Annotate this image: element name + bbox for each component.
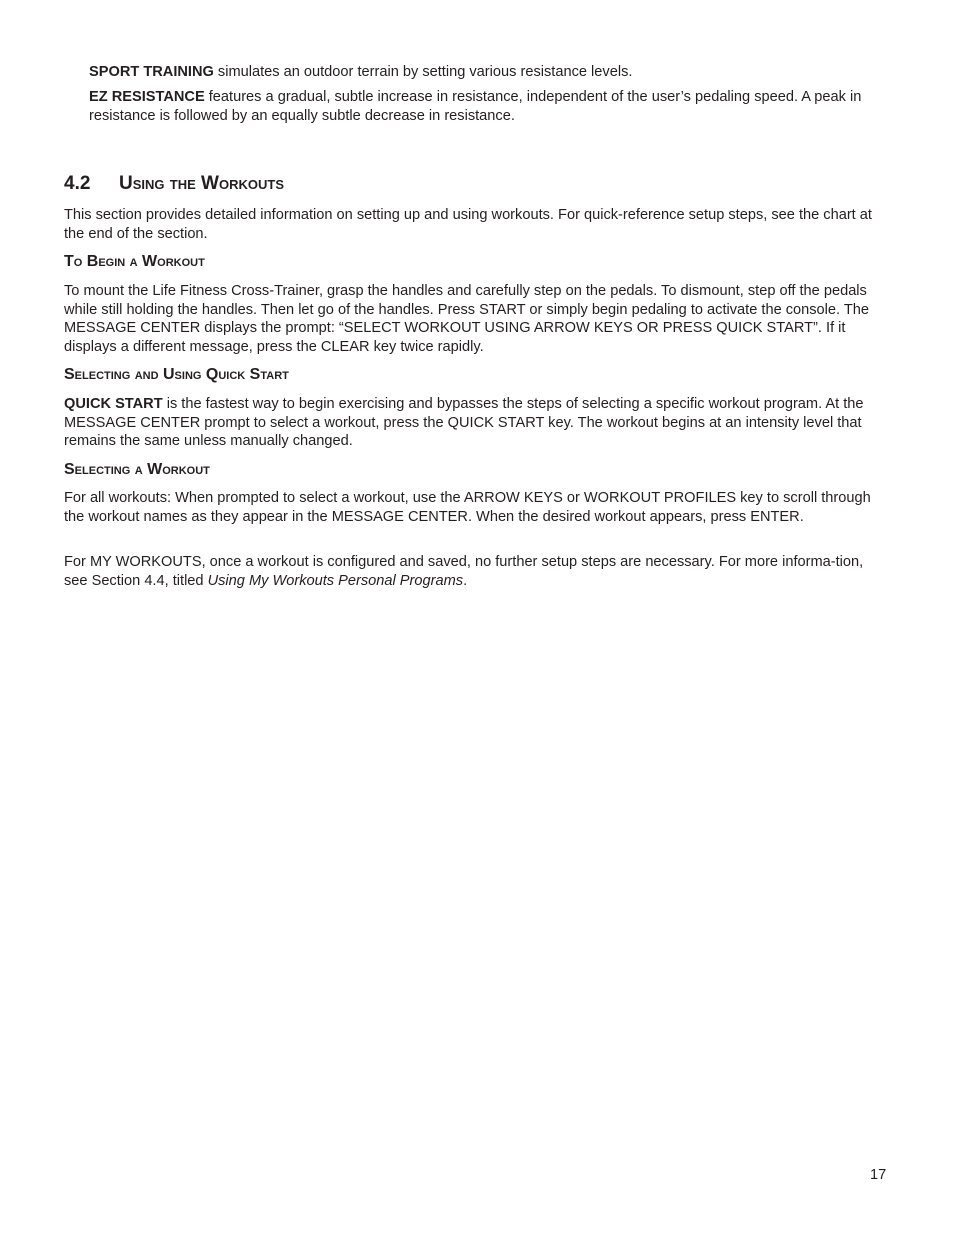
quick-start-text: is the fastest way to begin exercising and bypasses the steps of selecting a specific workout program. At the MESSAGE CENTER prompt to select a workout, press the QUICK START key. The workout begins at an intensity level that remains the same unless manually changed. (64, 396, 864, 449)
ez-resistance-term: EZ RESISTANCE (89, 89, 205, 105)
quick-start-paragraph (64, 395, 890, 451)
section-intro: This section provides detailed information on setting up and using workouts. For quick-reference setup steps, see the chart at the end of the section. (64, 207, 872, 242)
section-title: Using the Workouts (119, 173, 284, 194)
section-number: 4.2 (64, 173, 91, 194)
begin-workout-text: To mount the Life Fitness Cross-Trainer, grasp the handles and carefully step on the pedals. To dismount, step off the pedals while still holding the handles. Then let go of the handles. Press START or simply begin pedaling to activate the console. The MESSAGE CENTER displays the prompt: “SELECT WORKOUT USING ARROW KEYS OR PRESS QUICK START”. If it displays a different message, press the CLEAR key twice rapidly. (64, 283, 870, 355)
my-workouts-paragraph (64, 553, 890, 590)
sport-training-text: simulates an outdoor terrain by setting various resistance levels. (213, 64, 633, 80)
sport-training-term: SPORT TRAINING (89, 64, 214, 80)
my-workouts-reference: Using My Workouts Personal Programs (207, 572, 464, 589)
section-heading (64, 172, 284, 196)
page-number: 17 (870, 1167, 887, 1183)
ez-resistance-paragraph (89, 88, 889, 125)
selecting-workout-heading: Selecting a Workout (64, 461, 210, 478)
my-workouts-end: . (463, 572, 468, 589)
sport-training-paragraph (89, 63, 889, 82)
quick-start-heading: Selecting and Using Quick Start (64, 366, 289, 383)
quick-start-term: QUICK START (64, 396, 163, 412)
begin-workout-heading: To Begin a Workout (64, 253, 205, 270)
ez-resistance-text: features a gradual, subtle increase in resistance, independent of the user’s pedaling speed. A peak in resistance is followed by an equally subtle decrease in resistance. (89, 89, 862, 124)
my-workouts-text: For MY WORKOUTS, once a workout is configured and saved, no further setup steps are necessary. For more informa-tion, see Section 4.4, titled (64, 554, 864, 589)
selecting-workout-text: For all workouts: When prompted to select a workout, use the ARROW KEYS or WORKOUT PROFILES key to scroll through the workout names as they appear in the MESSAGE CENTER. When the desired workout appears, press ENTER. (64, 490, 871, 525)
